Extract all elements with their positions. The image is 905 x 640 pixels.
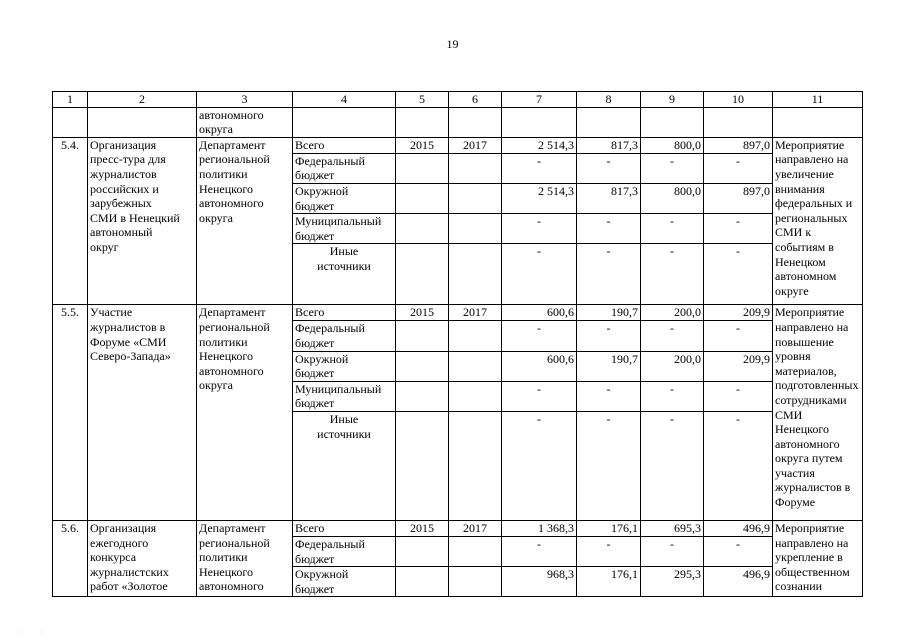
expected-result: Мероприятие направлено на повышение уровня материалов, подготовленных сотрудниками СМИ Ненецкого автономного округа путем участия журналистов в Форуме <box>773 305 863 521</box>
end-year: 2017 <box>449 305 502 321</box>
amount-2015: 176,1 <box>577 520 641 536</box>
total-amount: 2 514,3 <box>502 137 577 153</box>
column-header: 7 <box>502 92 577 108</box>
amount-2015: - <box>577 321 641 351</box>
funding-source: Федеральный бюджет <box>293 536 396 566</box>
funding-source: Всего <box>293 305 396 321</box>
item-number: 5.4. <box>53 137 88 305</box>
start-year: 2015 <box>396 305 449 321</box>
column-header: 10 <box>704 92 773 108</box>
total-amount: - <box>502 153 577 183</box>
funding-source: Окружной бюджет <box>293 351 396 381</box>
item-name: Участие журналистов в Форуме «СМИ Северо-Запада» <box>88 305 197 521</box>
column-header: 11 <box>773 92 863 108</box>
amount-2015: 190,7 <box>577 305 641 321</box>
item-name: Организация пресс-тура для журналистов российских и зарубежных СМИ в Ненецкий автономный округ <box>88 137 197 305</box>
funding-source: Иные источники <box>293 411 396 520</box>
total-amount: - <box>502 381 577 411</box>
column-header: 6 <box>449 92 502 108</box>
amount-2017: - <box>704 214 773 244</box>
amount-2015: - <box>577 214 641 244</box>
amount-2017: 209,9 <box>704 305 773 321</box>
item-executor: Департамент региональной политики Ненецкого автономного округа <box>197 137 293 305</box>
amount-2016: - <box>641 153 704 183</box>
column-header: 8 <box>577 92 641 108</box>
item-number: 5.5. <box>53 305 88 521</box>
total-amount: 2 514,3 <box>502 183 577 213</box>
total-amount: - <box>502 244 577 305</box>
funding-source: Муниципальный бюджет <box>293 381 396 411</box>
amount-2016: - <box>641 214 704 244</box>
start-year: 2015 <box>396 137 449 153</box>
funding-source: Иные источники <box>293 244 396 305</box>
funding-source: Федеральный бюджет <box>293 321 396 351</box>
amount-2015: - <box>577 244 641 305</box>
amount-2017: 496,9 <box>704 520 773 536</box>
table-row <box>53 520 863 536</box>
item-executor: Департамент региональной политики Ненецкого автономного округа <box>197 305 293 521</box>
item-executor: Департамент региональной политики Ненецкого автономного <box>197 520 293 596</box>
column-header: 3 <box>197 92 293 108</box>
amount-2016: - <box>641 381 704 411</box>
item-number: 5.6. <box>53 520 88 596</box>
funding-source: Муниципальный бюджет <box>293 214 396 244</box>
amount-2016: - <box>641 321 704 351</box>
amount-2015: 176,1 <box>577 567 641 597</box>
amount-2015: - <box>577 381 641 411</box>
amount-2015: - <box>577 536 641 566</box>
amount-2016: 695,3 <box>641 520 704 536</box>
total-amount: 600,6 <box>502 305 577 321</box>
funding-source: Федеральный бюджет <box>293 153 396 183</box>
header-row <box>53 92 863 108</box>
amount-2015: 190,7 <box>577 351 641 381</box>
total-amount: - <box>502 321 577 351</box>
amount-2017: - <box>704 321 773 351</box>
amount-2017: - <box>704 244 773 305</box>
amount-2016: 200,0 <box>641 351 704 381</box>
item-name: Организация ежегодного конкурса журналистских работ «Золотое <box>88 520 197 596</box>
funding-source: Окружной бюджет <box>293 567 396 597</box>
amount-2016: 800,0 <box>641 183 704 213</box>
program-table <box>52 91 863 597</box>
amount-2017: 897,0 <box>704 137 773 153</box>
column-header: 9 <box>641 92 704 108</box>
amount-2017: 496,9 <box>704 567 773 597</box>
amount-2015: 817,3 <box>577 137 641 153</box>
funding-source: Окружной бюджет <box>293 183 396 213</box>
amount-2016: - <box>641 244 704 305</box>
amount-2015: - <box>577 153 641 183</box>
total-amount: 1 368,3 <box>502 520 577 536</box>
amount-2015: - <box>577 411 641 520</box>
column-header: 5 <box>396 92 449 108</box>
table-row <box>53 137 863 153</box>
total-amount: - <box>502 214 577 244</box>
amount-2015: 817,3 <box>577 183 641 213</box>
carry-over-row <box>53 107 863 137</box>
page-number: 19 <box>446 37 459 51</box>
funding-source: Всего <box>293 137 396 153</box>
table-row <box>53 305 863 321</box>
column-header: 2 <box>88 92 197 108</box>
total-amount: 968,3 <box>502 567 577 597</box>
amount-2016: 200,0 <box>641 305 704 321</box>
scan-artifact: · · <box>18 628 44 637</box>
amount-2017: - <box>704 381 773 411</box>
end-year: 2017 <box>449 520 502 536</box>
funding-source: Всего <box>293 520 396 536</box>
expected-result: Мероприятие направлено на увеличение внимания федеральных и региональных СМИ к событиям в Ненецком автономном округе <box>773 137 863 305</box>
amount-2016: 295,3 <box>641 567 704 597</box>
amount-2016: - <box>641 536 704 566</box>
amount-2017: - <box>704 153 773 183</box>
column-header: 4 <box>293 92 396 108</box>
carry-over-executor: автономного округа <box>197 107 293 137</box>
column-header: 1 <box>53 92 88 108</box>
total-amount: - <box>502 411 577 520</box>
expected-result: Мероприятие направлено на укрепление в общественном сознании <box>773 520 863 596</box>
amount-2017: 209,9 <box>704 351 773 381</box>
amount-2016: - <box>641 411 704 520</box>
total-amount: - <box>502 536 577 566</box>
amount-2017: 897,0 <box>704 183 773 213</box>
total-amount: 600,6 <box>502 351 577 381</box>
end-year: 2017 <box>449 137 502 153</box>
amount-2017: - <box>704 411 773 520</box>
amount-2017: - <box>704 536 773 566</box>
start-year: 2015 <box>396 520 449 536</box>
amount-2016: 800,0 <box>641 137 704 153</box>
